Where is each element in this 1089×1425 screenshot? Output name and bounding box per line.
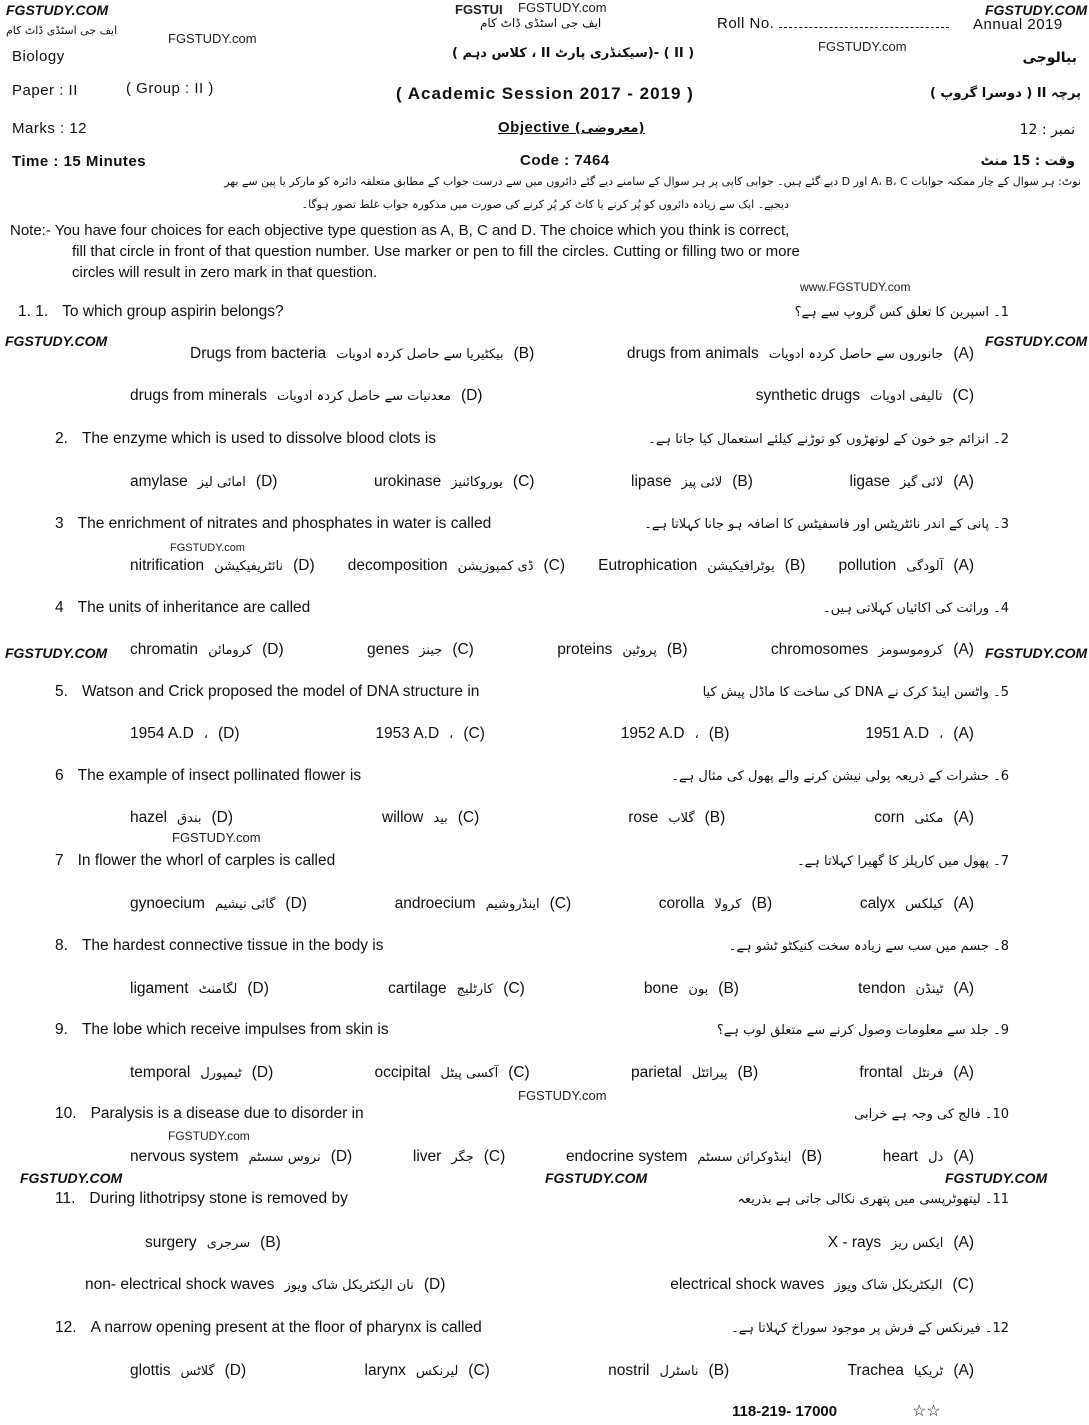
options-row: [130, 979, 974, 999]
question-10-text: 10. Paralysis is a disease due to disorder in: [55, 1105, 364, 1122]
option-b[interactable]: [190, 344, 534, 364]
roll-number-label: Roll No.: [717, 15, 949, 32]
option-text-en: 1954 A.D: [130, 725, 194, 742]
option-text-en: rose: [628, 809, 659, 826]
option-a[interactable]: [858, 979, 974, 999]
option-label: (A): [953, 980, 974, 997]
option-b[interactable]: [644, 979, 739, 999]
question-7-text: 7 In flower the whorl of carples is called: [55, 852, 336, 869]
question-11: [55, 1189, 1009, 1209]
objective-heading: Objective (معروضی): [498, 119, 645, 136]
question-5-urdu: 5۔ واٹسن اینڈ کرک نے DNA کی ساخت کا ماڈل پیش کیا: [702, 685, 1009, 700]
option-text-ur: امائی لیز: [197, 475, 246, 490]
option-d[interactable]: [130, 724, 240, 744]
question-4-urdu: 4۔ وراثت کی اکائیاں کہلاتی ہیں۔: [822, 601, 1009, 616]
option-text-ur: مکئی: [914, 811, 944, 826]
option-c[interactable]: [413, 1147, 505, 1167]
options-row: [85, 1275, 974, 1295]
option-label: (B): [801, 1148, 823, 1165]
star-icon: ☆☆: [912, 1403, 941, 1420]
option-label: (A): [953, 557, 974, 574]
option-text-en: chromosomes: [770, 641, 869, 658]
option-label: (A): [953, 895, 974, 912]
option-text-en: frontal: [859, 1064, 903, 1081]
question-3-urdu: 3۔ پانی کے اندر نائٹریٹس اور فاسفیٹس کا اضافہ ہو جانا کہلاتا ہے۔: [644, 517, 1009, 532]
option-text-ur: جانوروں سے حاصل کردہ ادویات: [768, 347, 944, 362]
option-d[interactable]: [130, 556, 315, 576]
question-1-text: 1. 1. To which group aspirin belongs?: [18, 303, 284, 320]
question-3-text: 3 The enrichment of nitrates and phosphates in water is called: [55, 515, 492, 532]
question-8: [55, 936, 1009, 956]
watermark: FGSTUDY.com: [172, 830, 261, 845]
watermark: FGSTUDY.COM: [6, 2, 109, 18]
option-label: (A): [953, 1362, 974, 1379]
option-d[interactable]: [85, 1275, 445, 1295]
note-en-line3: circles will result in zero mark in that question.: [72, 264, 378, 281]
option-text-en: androecium: [394, 895, 476, 912]
option-label: (C): [952, 387, 974, 404]
option-label: (C): [508, 1064, 530, 1081]
question-11-text: 11. During lithotripsy stone is removed by: [55, 1190, 348, 1207]
note-ur-line1: نوٹ: ہر سوال کے چار ممکنہ جوابات A، B، C اور D دیے گئے ہیں۔ جوابی کاپی پر ہر سوال کے سامنے دیے گئے دائروں میں سے درست جواب کے مطابق متعلقہ دائرہ کو مارکر یا پین سے بھر: [224, 175, 1081, 188]
option-text-ur: آکسی پیٹل: [440, 1066, 499, 1081]
option-text-ur: ،: [203, 727, 208, 742]
option-b[interactable]: [628, 808, 725, 828]
option-text-en: amylase: [130, 473, 188, 490]
option-a[interactable]: [850, 472, 974, 492]
question-4-text: 4 The units of inheritance are called: [55, 599, 311, 616]
option-text-ur: فرنٹل: [912, 1066, 944, 1081]
watermark: FGSTUDY.COM: [5, 645, 108, 661]
option-label: (D): [285, 895, 307, 912]
option-text-ur: جینز: [419, 643, 443, 658]
question-7: [55, 851, 1009, 871]
option-label: (C): [463, 725, 485, 742]
option-c[interactable]: [367, 640, 474, 660]
option-a[interactable]: [771, 640, 974, 660]
option-c[interactable]: [365, 1361, 490, 1381]
option-a[interactable]: [828, 1233, 974, 1253]
option-text-ur: کرولا: [714, 897, 742, 912]
watermark: FGSTUDY.COM: [985, 333, 1088, 349]
note-ur-line2: دیجیے۔ ایک سے زیادہ دائروں کو پُر کرنے یا کاٹ کر پُر کرنے کی صورت میں مذکورہ جواب غلط تصور ہوگا۔: [301, 198, 789, 211]
option-text-ur: ،: [694, 727, 699, 742]
question-11-urdu: 11۔ لیتھوٹرپسی میں پتھری نکالی جاتی ہے بذریعہ: [737, 1192, 1009, 1207]
option-text-ur: بیکٹیریا سے حاصل کردہ ادویات: [336, 347, 504, 362]
subject-en: Biology: [12, 48, 65, 65]
time-ur: وقت : 15 منٹ: [980, 154, 1075, 169]
option-d[interactable]: [130, 1147, 352, 1167]
option-label: (A): [953, 1064, 974, 1081]
option-text-ur: لائی پیز: [681, 475, 723, 490]
marks-ur: نمبر : 12: [1019, 122, 1075, 138]
option-text-en: genes: [367, 641, 410, 658]
option-text-ur: الیکٹریکل شاک ویوز: [834, 1278, 943, 1293]
watermark: www.FGSTUDY.com: [800, 280, 911, 294]
option-text-ur: نائٹریفیکیشن: [214, 559, 284, 574]
option-b[interactable]: [598, 556, 805, 576]
time-en: Time : 15 Minutes: [12, 153, 147, 170]
option-text-en: calyx: [859, 895, 896, 912]
option-d[interactable]: [130, 640, 284, 660]
options-row: [130, 640, 974, 660]
question-2-text: 2. The enzyme which is used to dissolve blood clots is: [55, 430, 437, 447]
option-text-en: parietal: [630, 1064, 682, 1081]
option-text-ur: جگر: [451, 1150, 474, 1165]
question-2-urdu: 2۔ انزائم جو خون کے لوتھڑوں کو توڑنے کیلئے استعمال کیا جاتا ہے۔: [648, 432, 1009, 447]
options-row: [130, 1147, 974, 1167]
option-label: (B): [751, 895, 773, 912]
question-8-text: 8. The hardest connective tissue in the body is: [55, 937, 384, 954]
option-text-en: 1953 A.D: [375, 725, 440, 742]
option-d[interactable]: [130, 472, 277, 492]
option-label: (B): [708, 1362, 730, 1379]
options-row: [145, 1233, 974, 1253]
option-text-ur: ،: [939, 727, 944, 742]
option-label: (D): [211, 809, 234, 826]
option-text-en: endocrine system: [565, 1148, 688, 1165]
option-c[interactable]: [375, 724, 485, 744]
question-12: [55, 1318, 1009, 1338]
group-label: ( Group : II ): [126, 80, 214, 97]
option-a[interactable]: [860, 894, 974, 914]
options-row: [130, 386, 974, 406]
watermark: FGSTUDY.COM: [985, 645, 1088, 661]
option-label: (D): [423, 1276, 446, 1293]
option-text-en: Drugs from bacteria: [190, 345, 327, 362]
options-row: [190, 344, 974, 364]
note-en-line2: fill that circle in front of that question number. Use marker or pen to fill the circles. Cutting or filling two or more: [72, 243, 800, 260]
option-text-ur: گلاٹس: [180, 1364, 215, 1379]
question-5-text: 5. Watson and Crick proposed the model of DNA structure in: [55, 683, 480, 700]
option-text-en: Eutrophication: [598, 557, 698, 574]
question-5: [55, 682, 1009, 702]
question-10: [55, 1104, 1009, 1124]
option-a[interactable]: [865, 724, 974, 744]
option-c[interactable]: [670, 1275, 974, 1295]
question-6-text: 6 The example of insect pollinated flower is: [55, 767, 362, 784]
option-label: (D): [460, 387, 483, 404]
option-text-ur: ،: [449, 727, 454, 742]
option-label: (D): [330, 1148, 353, 1165]
option-b[interactable]: [621, 724, 730, 744]
option-text-ur: گائی نیشیم: [214, 897, 276, 912]
option-text-ur: کیلکس: [905, 897, 944, 912]
option-b[interactable]: [557, 640, 687, 660]
paper-label: Paper : II: [12, 82, 78, 99]
watermark: FGSTUI: [455, 2, 503, 17]
option-text-en: proteins: [557, 641, 613, 658]
option-label: (B): [737, 1064, 759, 1081]
option-a[interactable]: [627, 344, 974, 364]
option-label: (D): [224, 1362, 247, 1379]
option-text-ur: گلاب: [668, 811, 695, 826]
option-text-ur: ناسٹرل: [659, 1364, 699, 1379]
option-b[interactable]: [631, 472, 753, 492]
option-text-en: nitrification: [130, 557, 205, 574]
option-text-ur: پیرائٹل: [691, 1066, 728, 1081]
option-text-ur: بون: [688, 982, 709, 997]
watermark: FGSTUDY.COM: [985, 2, 1088, 18]
question-9: [55, 1020, 1009, 1040]
question-2: [55, 429, 1009, 449]
option-text-ur: تالیفی ادویات: [869, 389, 943, 404]
question-6-urdu: 6۔ حشرات کے ذریعہ پولی نیشن کرنے والے پھول کی مثال ہے۔: [671, 769, 1009, 784]
option-label: (B): [513, 345, 535, 362]
option-text-en: temporal: [130, 1064, 191, 1081]
question-9-text: 9. The lobe which receive impulses from skin is: [55, 1021, 389, 1038]
option-text-en: corn: [874, 809, 905, 826]
option-text-en: liver: [412, 1148, 442, 1165]
option-a[interactable]: [859, 1063, 974, 1083]
watermark: FGSTUDY.com: [518, 0, 607, 15]
option-b[interactable]: [566, 1147, 822, 1167]
question-9-urdu: 9۔ جلد سے معلومات وصول کرنے سے متعلق لوب ہے؟: [716, 1023, 1009, 1038]
option-text-en: hazel: [130, 809, 168, 826]
marks-en: Marks : 12: [12, 120, 88, 137]
option-text-en: cartilage: [388, 980, 447, 997]
option-label: (A): [953, 1234, 974, 1251]
option-text-ur: اینڈوکرائن سسٹم: [697, 1150, 792, 1165]
options-row: [130, 808, 974, 828]
option-text-ur: لیرنکس: [415, 1364, 459, 1379]
option-label: (C): [543, 557, 566, 574]
watermark: ایف جی اسٹڈی ڈاٹ کام: [480, 16, 602, 30]
option-text-en: corolla: [658, 895, 705, 912]
option-text-ur: نان الیکٹریکل شاک ویوز: [284, 1278, 414, 1293]
option-text-en: X - rays: [827, 1234, 882, 1251]
option-label: (B): [732, 473, 753, 490]
watermark: FGSTUDY.com: [518, 1088, 607, 1103]
option-text-ur: بید: [433, 811, 448, 826]
option-text-en: bone: [643, 980, 679, 997]
option-text-ur: لگامنٹ: [198, 982, 238, 997]
option-text-ur: کارٹلیج: [456, 982, 494, 997]
options-row: [130, 724, 974, 744]
option-d[interactable]: [130, 1063, 273, 1083]
option-text-en: willow: [382, 809, 424, 826]
option-label: (A): [953, 1148, 974, 1165]
option-text-ur: ایکس ریز: [891, 1236, 944, 1251]
options-row: [130, 894, 974, 914]
option-b[interactable]: [145, 1233, 281, 1253]
option-label: (A): [953, 473, 974, 490]
option-text-en: surgery: [145, 1234, 197, 1251]
option-d[interactable]: [130, 386, 482, 406]
option-d[interactable]: [130, 1361, 246, 1381]
option-d[interactable]: [130, 808, 233, 828]
option-text-ur: بندق: [177, 811, 202, 826]
watermark: FGSTUDY.com: [818, 39, 907, 54]
option-text-en: gynoecium: [130, 895, 205, 912]
question-10-urdu: 10۔ فالج کی وجہ ہے خرابی: [854, 1107, 1009, 1122]
question-1-urdu: 1۔ اسپرین کا تعلق کس گروپ سے ہے؟: [794, 305, 1009, 320]
option-c[interactable]: [374, 472, 534, 492]
option-label: (C): [549, 895, 572, 912]
option-b[interactable]: [659, 894, 772, 914]
option-text-ur: یوٹرافیکیشن: [707, 559, 775, 574]
option-text-ur: ٹیمپورل: [200, 1066, 242, 1081]
watermark: FGSTUDY.COM: [945, 1170, 1048, 1186]
option-d[interactable]: [130, 979, 269, 999]
option-d[interactable]: [130, 894, 307, 914]
option-a[interactable]: [838, 556, 974, 576]
option-label: (C): [468, 1362, 490, 1379]
option-text-ur: ڈی کمپوزیشن: [457, 559, 534, 574]
option-c[interactable]: [388, 979, 525, 999]
option-text-en: ligament: [130, 980, 189, 997]
option-c[interactable]: [395, 894, 572, 914]
option-text-en: tendon: [858, 980, 906, 997]
option-c[interactable]: [756, 386, 974, 406]
option-text-en: nervous system: [130, 1148, 239, 1165]
option-text-ur: نروس سسٹم: [248, 1150, 321, 1165]
option-c[interactable]: [348, 556, 565, 576]
watermark: ایف جی اسٹڈی ڈاٹ کام: [6, 24, 118, 37]
watermark: FGSTUDY.com: [168, 31, 257, 46]
option-b[interactable]: [608, 1361, 729, 1381]
options-row: [130, 1361, 974, 1381]
option-text-en: 1951 A.D: [865, 725, 930, 742]
watermark: FGSTUDY.COM: [545, 1170, 648, 1186]
option-text-en: 1952 A.D: [620, 725, 685, 742]
option-label: (C): [452, 641, 474, 658]
option-text-en: pollution: [838, 557, 897, 574]
class-ur: ( II ) -(سیکنڈری پارٹ II ، کلاس دہم ): [452, 46, 695, 61]
question-4: [55, 598, 1009, 618]
option-label: (D): [255, 473, 278, 490]
option-text-ur: پروٹین: [622, 643, 657, 658]
paper-code: Code : 7464: [520, 152, 610, 169]
options-row: [130, 472, 974, 492]
option-label: (C): [483, 1148, 506, 1165]
option-text-en: occipital: [374, 1064, 431, 1081]
option-text-en: electrical shock waves: [670, 1276, 825, 1293]
subject-ur: بیالوجی: [1022, 50, 1077, 66]
option-label: (A): [953, 725, 974, 742]
option-text-en: ligase: [849, 473, 890, 490]
option-c[interactable]: [382, 808, 479, 828]
option-label: (C): [512, 473, 535, 490]
option-text-en: non- electrical shock waves: [85, 1276, 275, 1293]
option-text-ur: کرومائن: [208, 643, 253, 658]
question-8-urdu: 8۔ جسم میں سب سے زیادہ سخت کنیکٹو ٹشو ہے۔: [728, 939, 1009, 954]
option-label: (B): [784, 557, 806, 574]
option-text-en: drugs from minerals: [130, 387, 267, 404]
option-text-en: heart: [882, 1148, 919, 1165]
option-label: (D): [247, 980, 269, 997]
option-text-ur: لائی گیز: [900, 475, 944, 490]
paper-ur: پرچہ II ( دوسرا گروپ ): [929, 86, 1081, 101]
option-text-ur: آلودگی: [906, 559, 944, 574]
option-text-ur: ٹینڈن: [915, 982, 944, 997]
options-row: [130, 556, 974, 576]
option-text-ur: ٹریکیا: [913, 1364, 944, 1379]
watermark: FGSTUDY.com: [170, 542, 245, 554]
option-label: (C): [952, 1276, 974, 1293]
option-label: (C): [457, 809, 480, 826]
option-text-en: nostril: [608, 1362, 650, 1379]
option-label: (D): [251, 1064, 274, 1081]
option-a[interactable]: [848, 1361, 974, 1381]
question-6: [55, 766, 1009, 786]
option-label: (B): [260, 1234, 281, 1251]
watermark: FGSTUDY.COM: [5, 333, 108, 349]
option-text-ur: کروموسومز: [878, 643, 944, 658]
option-label: (A): [953, 345, 974, 362]
note-en-line1: Note:- You have four choices for each objective type question as A, B, C and D. The choice which you think is correct,: [10, 222, 790, 239]
option-text-en: glottis: [130, 1362, 171, 1379]
option-label: (D): [293, 557, 315, 574]
watermark: FGSTUDY.COM: [20, 1170, 123, 1186]
option-text-ur: سرجری: [206, 1236, 251, 1251]
options-row: [130, 1063, 974, 1083]
option-label: (B): [666, 641, 688, 658]
option-text-en: synthetic drugs: [755, 387, 860, 404]
option-text-ur: معدنیات سے حاصل کردہ ادویات: [276, 389, 451, 404]
question-3: [55, 514, 1009, 534]
option-b[interactable]: [631, 1063, 758, 1083]
option-c[interactable]: [375, 1063, 530, 1083]
option-text-en: Trachea: [847, 1362, 904, 1379]
option-text-en: drugs from animals: [626, 345, 759, 362]
question-7-urdu: 7۔ پھول میں کارپلز کا گھیرا کہلاتا ہے۔: [797, 854, 1009, 869]
option-text-en: chromatin: [130, 641, 199, 658]
option-text-en: decomposition: [347, 557, 448, 574]
option-text-ur: یوروکائنیز: [451, 475, 503, 490]
option-text-en: urokinase: [374, 473, 442, 490]
option-label: (D): [217, 725, 240, 742]
option-text-en: larynx: [364, 1362, 406, 1379]
academic-session: ( Academic Session 2017 - 2019 ): [396, 84, 694, 103]
option-a[interactable]: [883, 1147, 974, 1167]
option-label: (D): [262, 641, 284, 658]
question-12-urdu: 12۔ فیرنکس کے فرش پر موجود سوراخ کہلاتا ہے۔: [731, 1321, 1009, 1336]
watermark: FGSTUDY.com: [168, 1129, 250, 1143]
question-12-text: 12. A narrow opening present at the floor of pharynx is called: [55, 1319, 482, 1336]
option-text-ur: اینڈروشیم: [485, 897, 540, 912]
option-text-ur: دل: [928, 1150, 944, 1165]
option-a[interactable]: [874, 808, 974, 828]
option-text-en: lipase: [631, 473, 672, 490]
session-year: Annual 2019: [973, 16, 1063, 33]
option-label: (B): [704, 809, 726, 826]
question-1: [18, 302, 1009, 322]
option-label: (C): [503, 980, 525, 997]
option-label: (B): [708, 725, 730, 742]
option-label: (B): [718, 980, 739, 997]
option-label: (A): [953, 809, 974, 826]
option-label: (A): [953, 641, 974, 658]
footer-code: 118-219- 17000: [732, 1403, 838, 1420]
